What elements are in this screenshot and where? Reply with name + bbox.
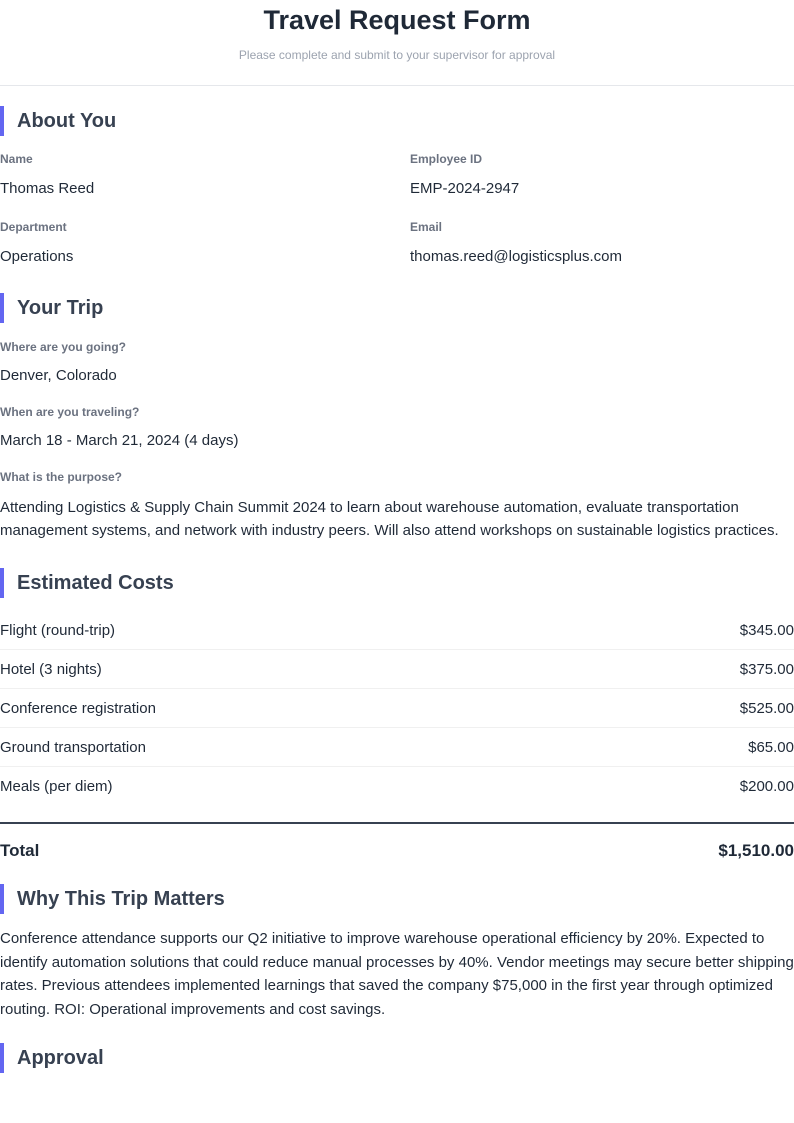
page-title: Travel Request Form: [263, 5, 531, 35]
total-label: Total: [0, 841, 40, 860]
cost-item-label: Flight (round-trip): [0, 622, 116, 639]
travel-dates-label: When are you traveling?: [0, 405, 140, 419]
travel-dates-value: March 18 - March 21, 2024 (4 days): [0, 432, 239, 449]
purpose-value: Attending Logistics & Supply Chain Summit 2024 to learn about warehouse automation, evaluate transportation management systems, and network with industry peers. Will also attend workshops on sustainable logistics practices.: [0, 499, 779, 539]
email-label: Email: [410, 220, 443, 234]
cost-row: [0, 611, 794, 650]
total-divider: [0, 822, 794, 824]
cost-row: [0, 650, 794, 689]
section-heading-estimated-costs: Estimated Costs: [0, 568, 174, 598]
name-label: Name: [0, 152, 33, 166]
cost-item-label: Hotel (3 nights): [0, 661, 102, 678]
cost-item-label: Ground transportation: [0, 739, 146, 756]
destination-value: Denver, Colorado: [0, 367, 117, 384]
section-heading-about-you: About You: [0, 106, 116, 136]
total-amount: $1,510.00: [718, 841, 794, 860]
form-header: [0, 0, 794, 86]
cost-item-label: Conference registration: [0, 700, 156, 717]
cost-item-amount: $65.00: [748, 739, 794, 756]
cost-item-amount: $375.00: [739, 661, 794, 678]
cost-row: [0, 689, 794, 728]
department-label: Department: [0, 220, 67, 234]
employee-id-label: Employee ID: [410, 152, 483, 166]
section-heading-your-trip: Your Trip: [0, 293, 103, 323]
cost-item-amount: $345.00: [739, 622, 794, 639]
cost-row: [0, 767, 794, 806]
section-heading-approval: Approval: [0, 1043, 104, 1073]
justification-text: Conference attendance supports our Q2 initiative to improve warehouse operational efficiency by 20%. Expected to identify automation solutions that could reduce manual processes by 40%. Vendor meetings may secure better shipping rates. Previous attendees implemented learnings that saved the company $75,000 in the first year through optimized routing. ROI: Operational improvements and cost savings.: [0, 930, 794, 1018]
employee-id-value: EMP-2024-2947: [410, 180, 520, 197]
cost-item-amount: $200.00: [739, 778, 794, 795]
cost-row: [0, 728, 794, 767]
department-value: Operations: [0, 248, 74, 265]
email-value: thomas.reed@logisticsplus.com: [410, 248, 622, 265]
cost-item-label: Meals (per diem): [0, 778, 113, 795]
purpose-label: What is the purpose?: [0, 470, 123, 484]
page-subtitle: Please complete and submit to your supervisor for approval: [238, 48, 556, 62]
destination-label: Where are you going?: [0, 340, 127, 354]
section-heading-justification: Why This Trip Matters: [0, 884, 225, 914]
name-value: Thomas Reed: [0, 180, 95, 197]
cost-item-amount: $525.00: [739, 700, 794, 717]
